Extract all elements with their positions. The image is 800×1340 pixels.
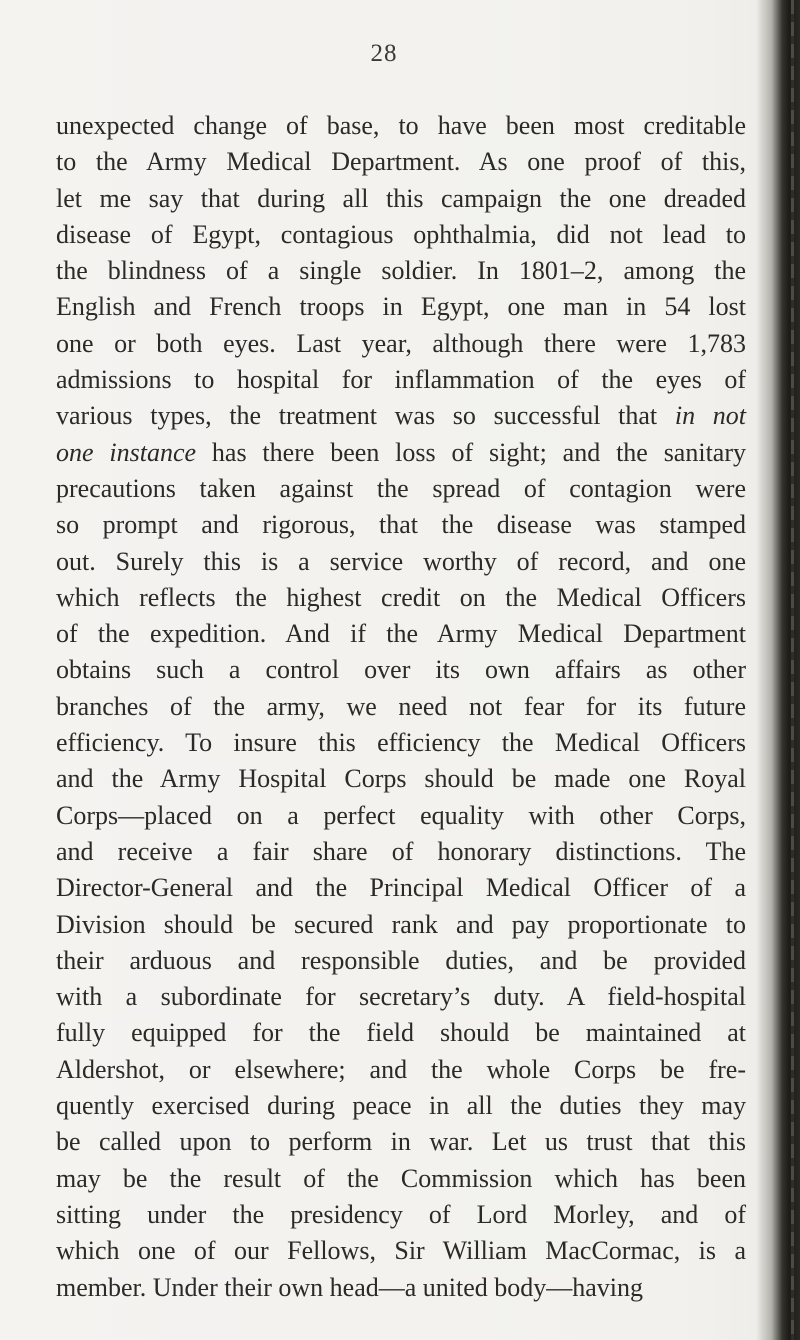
text-line: let me say that during all this campaign the one dreaded — [56, 183, 746, 213]
text-line: quently exercised during peace in all the duties they may — [56, 1091, 746, 1121]
text-line: English and French troops in Egypt, one man in 54 lost — [56, 292, 746, 322]
book-binding-edge — [791, 0, 794, 1340]
text-line: the blindness of a single soldier. In 1801–2, among the — [56, 256, 746, 286]
text-line: and receive a fair share of honorary distinctions. The — [56, 836, 746, 866]
text-line: Corps—placed on a perfect equality with other Corps, — [56, 800, 746, 830]
text-line: precautions taken against the spread of contagion were — [56, 473, 746, 503]
page-number: 28 — [370, 40, 398, 67]
text-line: to the Army Medical Department. As one proof of this, — [56, 147, 746, 177]
text-line: Division should be secured rank and pay proportionate to — [56, 909, 746, 939]
text-line: various types, the treatment was so successful that in not — [56, 401, 746, 431]
italic-emphasis: in not — [674, 401, 746, 431]
text-line: so prompt and rigorous, that the disease was stamped — [56, 510, 746, 540]
text-line: disease of Egypt, contagious ophthalmia, did not lead to — [56, 219, 746, 249]
text-line: one instance has there been loss of sight; and the sanitary — [56, 437, 746, 467]
text-line: fully equipped for the field should be maintained at — [56, 1018, 746, 1048]
body-paragraph — [56, 108, 746, 1306]
text-line: branches of the army, we need not fear for its future — [56, 691, 746, 721]
text-line: be called upon to perform in war. Let us trust that this — [56, 1127, 746, 1157]
text-line: their arduous and responsible duties, and be provided — [56, 945, 746, 975]
text-line: efficiency. To insure this efficiency the Medical Officers — [56, 728, 746, 758]
text-line: and the Army Hospital Corps should be made one Royal — [56, 764, 746, 794]
text-line: sitting under the presidency of Lord Morley, and of — [56, 1199, 746, 1229]
text-line: member. Under their own head—a united body—having — [56, 1272, 644, 1302]
italic-emphasis: one instance — [56, 437, 197, 467]
text-line: one or both eyes. Last year, although there were 1,783 — [56, 328, 746, 358]
text-line: which one of our Fellows, Sir William MacCormac, is a — [56, 1236, 746, 1266]
text-line: may be the result of the Commission which has been — [56, 1163, 746, 1193]
text-line: Director-General and the Principal Medical Officer of a — [56, 873, 746, 903]
text-line: obtains such a control over its own affairs as other — [56, 655, 746, 685]
text-line: out. Surely this is a service worthy of record, and one — [56, 546, 746, 576]
text-line: unexpected change of base, to have been most creditable — [56, 111, 746, 140]
text-line: Aldershot, or elsewhere; and the whole Corps be fre- — [56, 1054, 746, 1084]
text-line: with a subordinate for secretary’s duty. A field-hospital — [56, 982, 746, 1012]
text-line: admissions to hospital for inflammation of the eyes of — [56, 365, 746, 395]
text-line: of the expedition. And if the Army Medical Department — [56, 619, 746, 649]
text-line: which reflects the highest credit on the Medical Officers — [56, 582, 746, 612]
